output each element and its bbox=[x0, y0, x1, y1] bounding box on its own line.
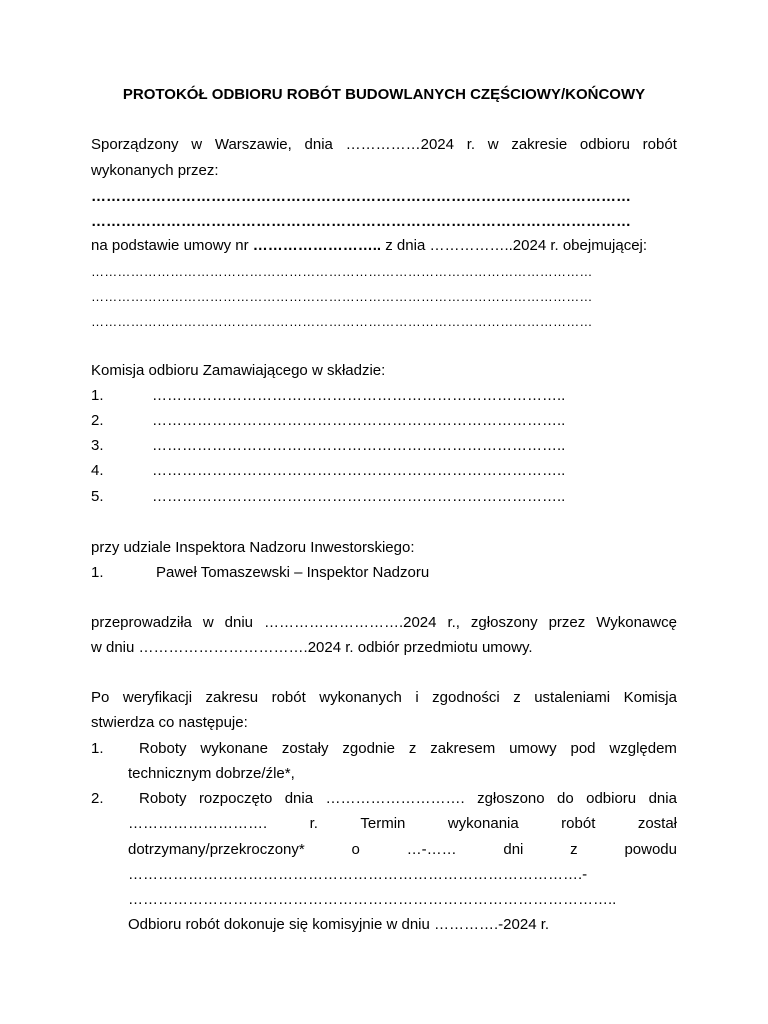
word: Termin bbox=[360, 815, 406, 832]
word: z bbox=[513, 689, 521, 706]
date-field: ……………2024 bbox=[345, 136, 454, 153]
word: zgłoszono bbox=[477, 790, 545, 807]
member-blank: ……………………………………………………………………….. bbox=[152, 462, 566, 479]
scope-blank-3: …………………………………………………………………………………………………… bbox=[91, 314, 593, 329]
days-field: …-…… bbox=[406, 841, 457, 858]
member-blank: ……………………………………………………………………….. bbox=[152, 387, 566, 404]
finding-2-line-2 bbox=[128, 815, 677, 833]
word: przeprowadziła bbox=[91, 614, 192, 631]
word: dni bbox=[503, 841, 524, 858]
word: wykonane bbox=[200, 740, 268, 757]
member-blank: ……………………………………………………………………….. bbox=[152, 437, 566, 454]
word: względem bbox=[609, 740, 677, 757]
word: odbioru bbox=[586, 790, 637, 807]
scope-blank-2: …………………………………………………………………………………………………… bbox=[91, 289, 593, 304]
word: weryfikacji bbox=[122, 689, 193, 706]
finding-1-line-1 bbox=[139, 740, 677, 758]
contract-line bbox=[91, 237, 677, 255]
contractor-blank-2: ……………………………………………………………………………………………… bbox=[91, 213, 631, 230]
word: zgodności bbox=[432, 689, 500, 706]
word: wykonania bbox=[447, 815, 519, 832]
word: zakresu bbox=[205, 689, 259, 706]
word: Warszawie, bbox=[214, 136, 292, 153]
word: do bbox=[557, 790, 574, 807]
conducted-line-1 bbox=[91, 614, 677, 632]
finding-2-line-6: Odbioru robót dokonuje się komisyjnie w dniu ………….-2024 r. bbox=[128, 916, 550, 933]
word: Wykonawcę bbox=[596, 614, 677, 631]
reason-blank-1: ……………………………………………………………………………….- bbox=[128, 866, 588, 883]
word: Roboty bbox=[139, 790, 187, 807]
word: dotrzymany/przekroczony* bbox=[128, 841, 305, 858]
finding-number: 2. bbox=[91, 790, 104, 807]
word: pod bbox=[570, 740, 596, 757]
word: umowy bbox=[509, 740, 557, 757]
member-number: 3. bbox=[91, 437, 104, 454]
word: robót bbox=[271, 689, 306, 706]
reason-blank-2: …………………………………………………………………………………….. bbox=[128, 891, 617, 908]
contractor-blank-1: ……………………………………………………………………………………………… bbox=[91, 188, 631, 205]
finding-2-line-1 bbox=[139, 790, 677, 808]
intro-line-2: wykonanych przez: bbox=[91, 162, 219, 179]
scope-blank-1: …………………………………………………………………………………………………… bbox=[91, 264, 593, 279]
word: zostały bbox=[281, 740, 329, 757]
word: Komisja bbox=[623, 689, 677, 706]
date-field: ………………………. bbox=[325, 790, 465, 807]
document-title: PROTOKÓŁ ODBIORU ROBÓT BUDOWLANYCH CZĘŚCIOWY/KOŃCOWY bbox=[122, 86, 646, 103]
word: w bbox=[202, 614, 214, 631]
member-number: 5. bbox=[91, 488, 104, 505]
member-number: 1. bbox=[91, 387, 104, 404]
word: Roboty bbox=[139, 740, 187, 757]
contract-number-blank: …………………….. bbox=[252, 237, 382, 254]
committee-heading: Komisja odbioru Zamawiającego w składzie: bbox=[91, 362, 386, 379]
inspector-number: 1. bbox=[91, 564, 104, 581]
word: został bbox=[637, 815, 677, 832]
finding-1-line-2: technicznym dobrze/źle*, bbox=[128, 765, 295, 782]
word: dnia bbox=[284, 790, 314, 807]
word: rozpoczęto bbox=[198, 790, 273, 807]
word: dnia bbox=[304, 136, 333, 153]
word: r., bbox=[447, 614, 460, 631]
word: Po bbox=[91, 689, 110, 706]
word: wykonanych bbox=[319, 689, 402, 706]
conducted-line-2: w dniu …………………………….2024 r. odbiór przedmiotu umowy. bbox=[91, 639, 533, 656]
member-number: 2. bbox=[91, 412, 104, 429]
inspector-name: Paweł Tomaszewski – Inspektor Nadzoru bbox=[156, 564, 430, 581]
word: o bbox=[351, 841, 360, 858]
member-blank: ……………………………………………………………………….. bbox=[152, 488, 566, 505]
word: dniu bbox=[224, 614, 253, 631]
word: w bbox=[487, 136, 499, 153]
member-blank: ……………………………………………………………………….. bbox=[152, 412, 566, 429]
word: ustaleniami bbox=[534, 689, 611, 706]
word: powodu bbox=[624, 841, 677, 858]
finding-2-line-3 bbox=[128, 841, 677, 859]
word: dnia bbox=[648, 790, 677, 807]
date-field: ……………………….2024 bbox=[263, 614, 437, 631]
word: r. bbox=[466, 136, 476, 153]
word: zgodnie bbox=[342, 740, 395, 757]
contract-suffix: z dnia ……………..2024 r. obejmującej: bbox=[381, 237, 648, 254]
date-field: ………………………. bbox=[128, 815, 268, 832]
word: z bbox=[408, 740, 417, 757]
word: Sporządzony bbox=[91, 136, 179, 153]
word: robót bbox=[561, 815, 596, 832]
intro-line-1 bbox=[91, 136, 677, 154]
member-number: 4. bbox=[91, 462, 104, 479]
word: r. bbox=[309, 815, 318, 832]
word: zakresie bbox=[511, 136, 568, 153]
finding-number: 1. bbox=[91, 740, 104, 757]
findings-line-1 bbox=[91, 689, 677, 707]
word: przez bbox=[548, 614, 586, 631]
inspector-heading: przy udziale Inspektora Nadzoru Inwestorskiego: bbox=[91, 539, 415, 556]
contract-prefix: na podstawie umowy nr bbox=[91, 237, 253, 254]
word: robót bbox=[642, 136, 677, 153]
word: i bbox=[415, 689, 419, 706]
word: zgłoszony bbox=[470, 614, 538, 631]
findings-line-2: stwierdza co następuje: bbox=[91, 714, 248, 731]
word: w bbox=[191, 136, 203, 153]
word: zakresem bbox=[430, 740, 496, 757]
word: odbioru bbox=[579, 136, 630, 153]
word: z bbox=[570, 841, 578, 858]
